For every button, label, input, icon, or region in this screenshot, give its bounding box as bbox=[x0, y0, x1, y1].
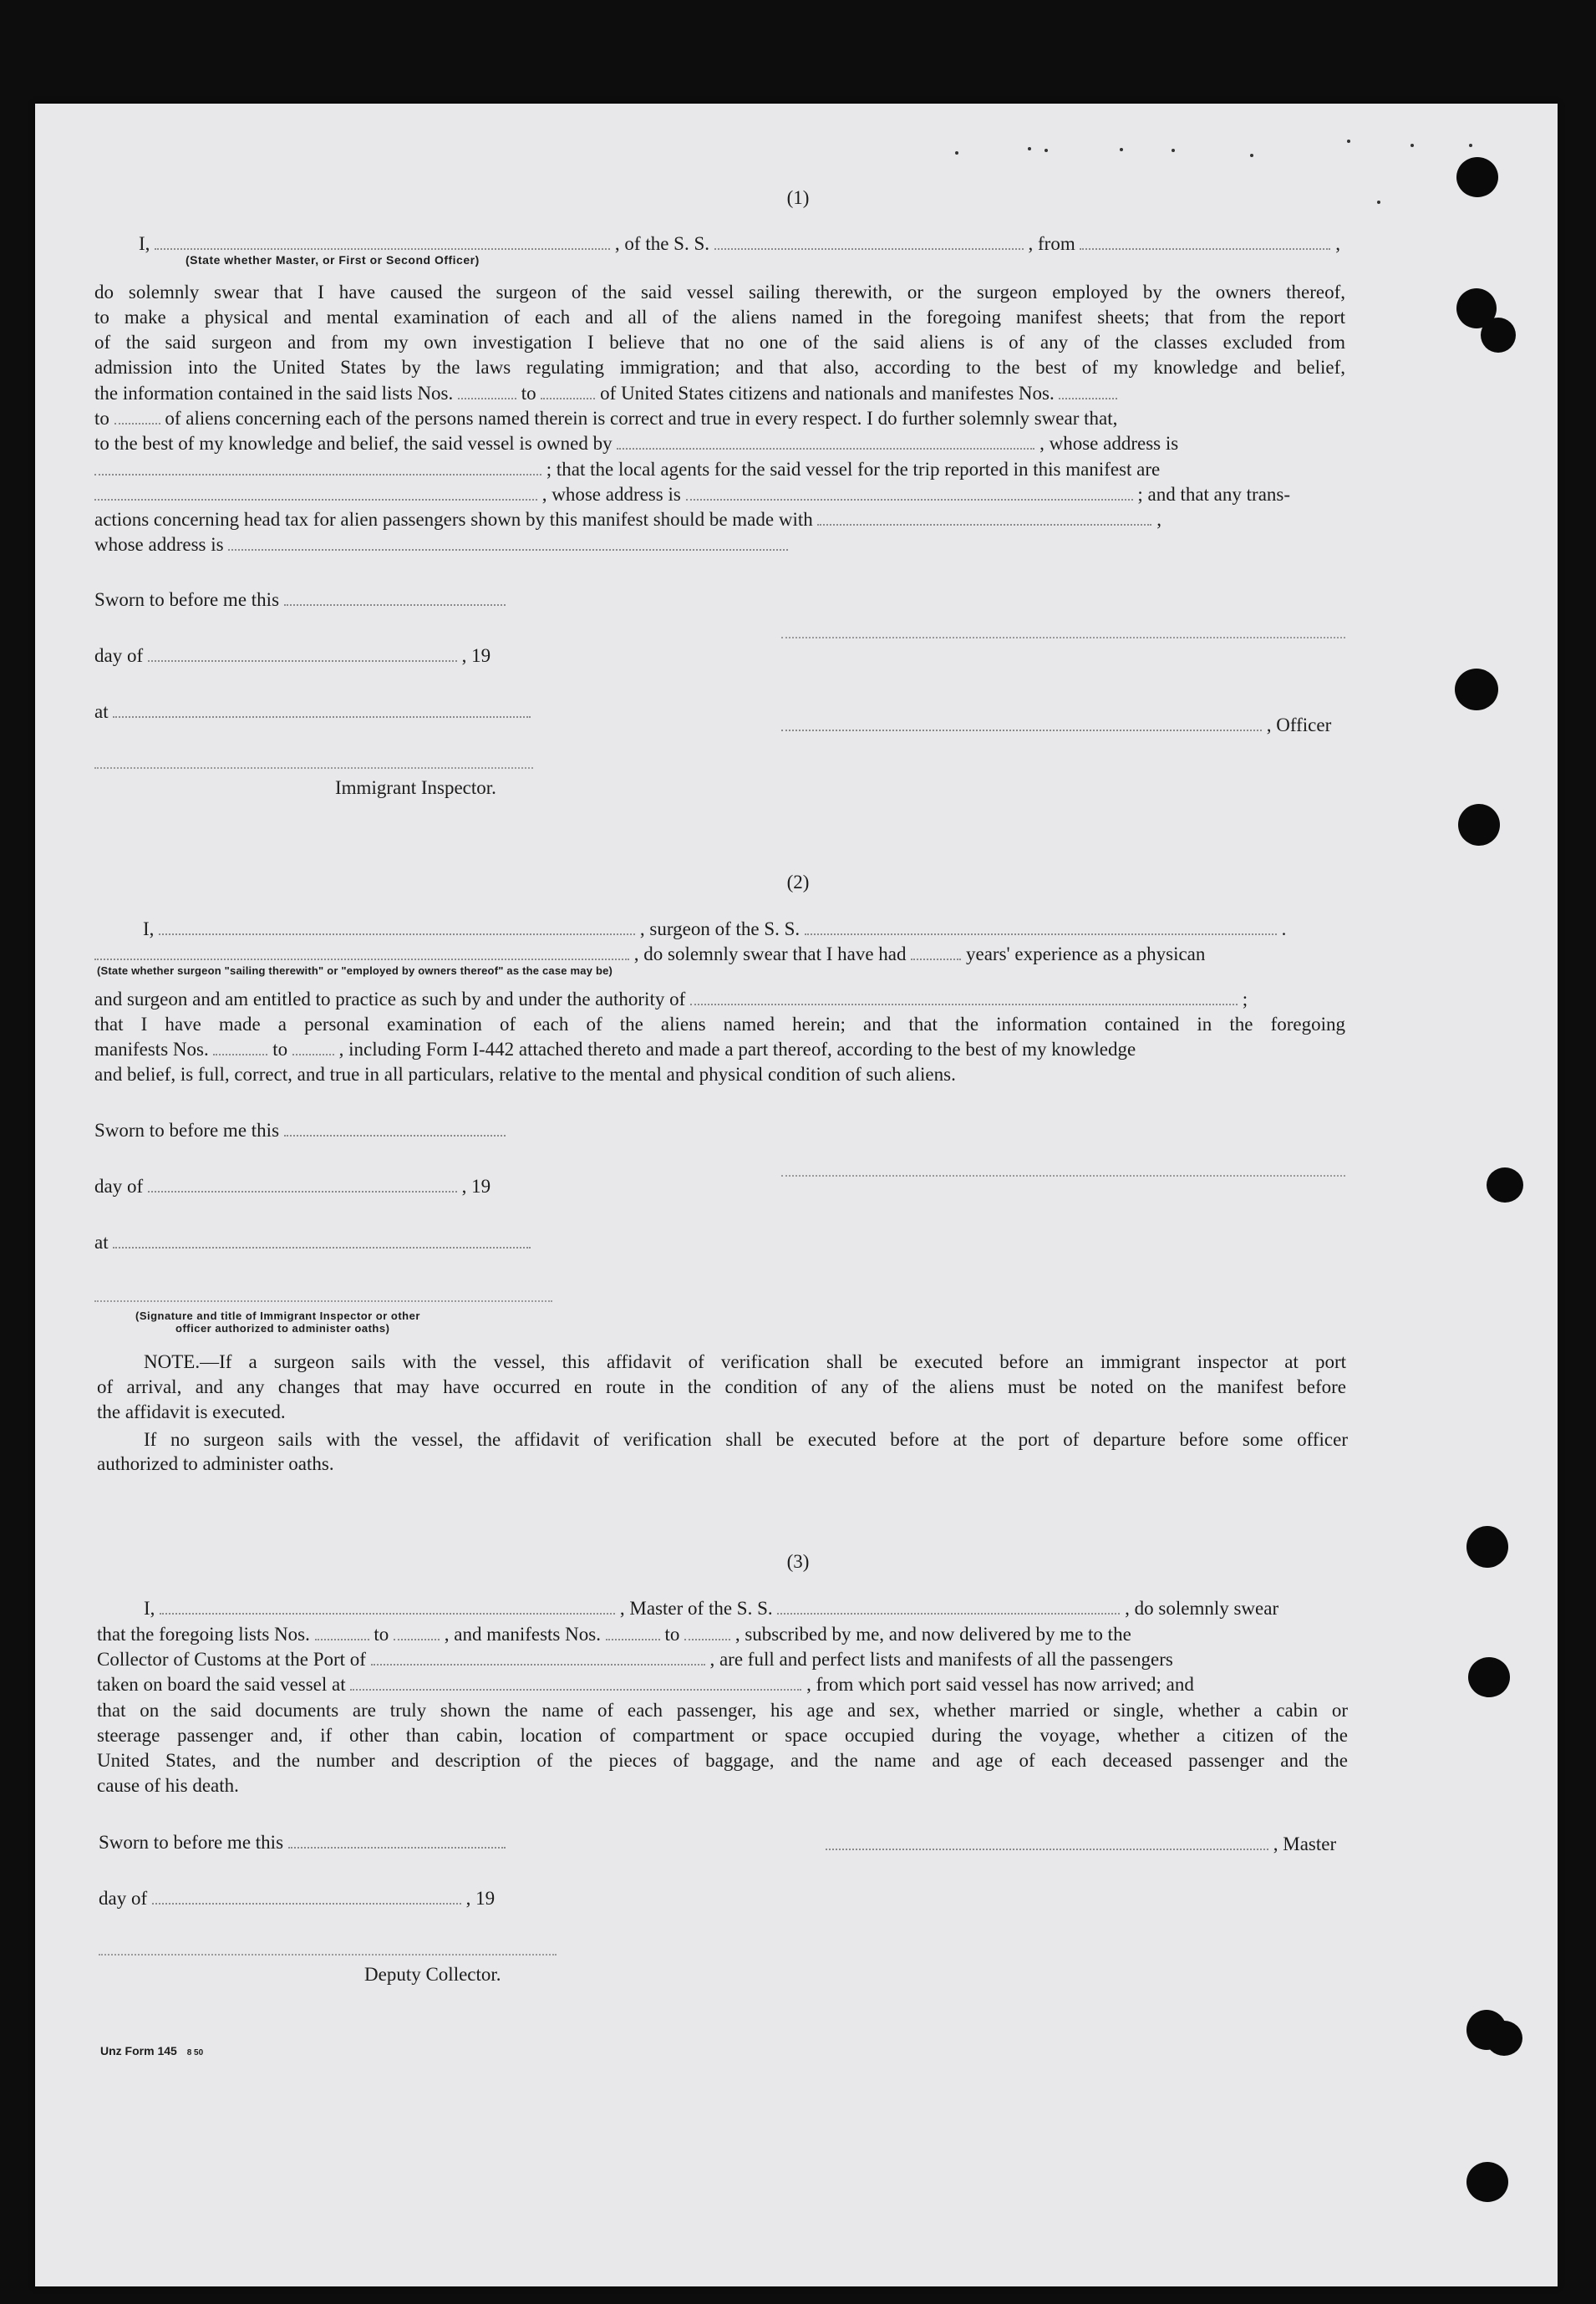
s3-line5: that on the said documents are truly shown the name of each passenger, his age and sex, whether married or single, whether a cabin or bbox=[97, 1700, 1348, 1721]
s3-day-of: day of , 19 bbox=[99, 1888, 496, 1909]
s3-line2: that the foregoing lists Nos. to , and manifests Nos. to , subscribed by me, and now delivered by me to the bbox=[97, 1624, 1131, 1645]
port-of-field[interactable] bbox=[371, 1649, 705, 1666]
punch-hole bbox=[1458, 804, 1500, 846]
s1-line4: of the said surgeon and from my own investigation I believe that no one of the said aliens is of any of the classes excluded from bbox=[94, 332, 1345, 353]
sig-hint-1: (Signature and title of Immigrant Inspector or other bbox=[135, 1310, 420, 1322]
lists-to-field[interactable] bbox=[541, 383, 595, 399]
s2-manifests-from-field[interactable] bbox=[213, 1039, 267, 1055]
s3-vessel-name-field[interactable] bbox=[777, 1598, 1120, 1615]
s2-at: at bbox=[94, 1230, 531, 1255]
s2-line1: I, , surgeon of the S. S. . bbox=[143, 918, 1287, 939]
head-tax-contact-field[interactable] bbox=[817, 509, 1151, 526]
s1-day-of: day of , 19 bbox=[94, 645, 491, 666]
s2-line2: , do solemnly swear that I have had years' experience as a physican bbox=[94, 942, 1205, 967]
note2-line2: authorized to administer oaths. bbox=[97, 1453, 334, 1474]
s3-master-line: , Master bbox=[826, 1832, 1336, 1857]
s2-day-field[interactable] bbox=[148, 1176, 457, 1193]
s3-collector-signature-line[interactable] bbox=[99, 1954, 557, 1956]
surgeon-name-field[interactable] bbox=[159, 918, 635, 935]
manifests-to-field[interactable] bbox=[114, 408, 160, 425]
surgeon-hint: (State whether surgeon "sailing therewith" or "employed by owners thereof" as the case may be) bbox=[97, 964, 613, 977]
s1-officer-line: , Officer bbox=[781, 713, 1331, 738]
vessel-name-field[interactable] bbox=[714, 233, 1024, 250]
s3-line8: cause of his death. bbox=[97, 1775, 239, 1796]
punch-hole bbox=[1466, 2162, 1508, 2202]
section-3-number: (3) bbox=[786, 1551, 810, 1572]
s2-sworn-date-field[interactable] bbox=[284, 1120, 506, 1137]
punch-hole bbox=[1487, 1167, 1523, 1203]
boarding-port-field[interactable] bbox=[350, 1674, 801, 1691]
s3-line6: steerage passenger and, if other than cabin, location of compartment or space occupied during the voyage, whether a citizen of the bbox=[97, 1725, 1348, 1746]
note1-line2: of arrival, and any changes that may have occurred en route in the condition of any of the aliens must be noted on the manifest before bbox=[97, 1376, 1346, 1397]
punch-hole bbox=[1468, 1657, 1510, 1697]
s2-surgeon-signature-line[interactable] bbox=[781, 1175, 1345, 1177]
punch-hole bbox=[1481, 318, 1516, 353]
s3-lists-to-field[interactable] bbox=[394, 1624, 440, 1640]
vessel-owner-field[interactable] bbox=[617, 433, 1034, 450]
s3-day-field[interactable] bbox=[152, 1888, 461, 1905]
punch-hole bbox=[1455, 669, 1498, 710]
s3-line7: United States, and the number and description of the pieces of baggage, and the name and age of each deceased passenger and the bbox=[97, 1750, 1348, 1771]
sig-hint-2: officer authorized to administer oaths) bbox=[175, 1322, 390, 1335]
years-experience-field[interactable] bbox=[911, 943, 961, 960]
s1-line11: actions concerning head tax for alien passengers shown by this manifest should be made with , bbox=[94, 509, 1161, 530]
s3-line3: Collector of Customs at the Port of , are full and perfect lists and manifests of all the passengers bbox=[97, 1649, 1173, 1670]
s1-line2: do solemnly swear that I have caused the surgeon of the said vessel sailing therewith, or the surgeon employed by the owners thereof, bbox=[94, 282, 1345, 303]
s1-line8: to the best of my knowledge and belief, the said vessel is owned by , whose address is bbox=[94, 433, 1179, 454]
s3-manifests-from-field[interactable] bbox=[606, 1624, 660, 1640]
section-2-number: (2) bbox=[786, 872, 810, 893]
s2-line6: and belief, is full, correct, and true in all particulars, relative to the mental and physical condition of such aliens. bbox=[94, 1064, 956, 1085]
head-tax-address-field[interactable] bbox=[228, 534, 788, 551]
s2-line5: manifests Nos. to , including Form I-442 attached thereto and made a part thereof, according to the best of my knowledge bbox=[94, 1039, 1136, 1060]
section-1-number: (1) bbox=[786, 187, 810, 208]
s2-sworn: Sworn to before me this bbox=[94, 1118, 506, 1143]
manifests-from-field[interactable] bbox=[1059, 383, 1117, 399]
s3-manifests-to-field[interactable] bbox=[684, 1624, 730, 1640]
s1-day-field[interactable] bbox=[148, 645, 457, 662]
s1-inspector-label: Immigrant Inspector. bbox=[335, 777, 496, 798]
s1-line9: ; that the local agents for the said vessel for the trip reported in this manifest are bbox=[94, 457, 1160, 482]
s2-at-place-field[interactable] bbox=[113, 1232, 531, 1249]
s2-line4: that I have made a personal examination of each of the aliens named herein; and that the information contained in the foregoing bbox=[94, 1014, 1345, 1035]
s3-sworn: Sworn to before me this bbox=[99, 1830, 506, 1855]
s3-master-signature-field[interactable] bbox=[826, 1834, 1268, 1850]
footer-form-id: Unz Form 145 8 50 bbox=[100, 2044, 204, 2057]
s2-vessel-name-field[interactable] bbox=[805, 918, 1277, 935]
master-name-field[interactable] bbox=[160, 1598, 615, 1615]
s1-sworn: Sworn to before me this bbox=[94, 587, 506, 613]
officer-name-field[interactable] bbox=[155, 233, 610, 250]
from-port-field[interactable] bbox=[1080, 233, 1330, 250]
owner-address-field[interactable] bbox=[94, 459, 541, 476]
s2-manifests-to-field[interactable] bbox=[292, 1039, 334, 1055]
punch-hole bbox=[1486, 2021, 1522, 2056]
s1-sworn-date-field[interactable] bbox=[284, 589, 506, 606]
s3-lists-from-field[interactable] bbox=[315, 1624, 369, 1640]
note1-line1: NOTE.—If a surgeon sails with the vessel, this affidavit of verification shall be executed before an immigrant inspector at port bbox=[144, 1351, 1346, 1372]
s1-line10: , whose address is ; and that any trans- bbox=[94, 482, 1290, 507]
s1-inspector-signature-line[interactable] bbox=[94, 767, 533, 769]
note1-line3: the affidavit is executed. bbox=[97, 1401, 286, 1422]
s3-line4: taken on board the said vessel at , from which port said vessel has now arrived; and bbox=[97, 1674, 1194, 1695]
officer-hint: (State whether Master, or First or Second Officer) bbox=[186, 253, 480, 267]
s3-line1: I, , Master of the S. S. , do solemnly swear bbox=[144, 1598, 1279, 1619]
s1-line7: to of aliens concerning each of the persons named therein is correct and true in every respect. I do further solemnly swear that, bbox=[94, 408, 1118, 429]
s2-day-of: day of , 19 bbox=[94, 1176, 491, 1197]
note2-line1: If no surgeon sails with the vessel, the affidavit of verification shall be executed before at the port of departure before some officer bbox=[144, 1429, 1348, 1450]
agents-address-field[interactable] bbox=[686, 484, 1133, 501]
practice-authority-field[interactable] bbox=[690, 989, 1238, 1005]
s1-officer-signature-line[interactable] bbox=[781, 637, 1345, 638]
s2-inspector-signature-line[interactable] bbox=[94, 1300, 552, 1302]
s1-line12: whose address is bbox=[94, 532, 788, 557]
local-agents-field[interactable] bbox=[94, 484, 537, 501]
lists-from-field[interactable] bbox=[458, 383, 516, 399]
s1-line3: to make a physical and mental examination of each and all of the aliens named in the foregoing manifest sheets; that from the report bbox=[94, 307, 1345, 328]
s2-line3: and surgeon and am entitled to practice as such by and under the authority of ; bbox=[94, 989, 1248, 1010]
s3-collector-label: Deputy Collector. bbox=[364, 1964, 501, 1985]
s3-sworn-date-field[interactable] bbox=[288, 1832, 506, 1849]
s1-at: at bbox=[94, 699, 531, 725]
s1-line1: I, , of the S. S. , from , bbox=[139, 233, 1340, 254]
surgeon-type-field[interactable] bbox=[94, 943, 629, 960]
s1-line6: the information contained in the said lists Nos. to of United States citizens and nationals and manifestes Nos. bbox=[94, 381, 1117, 406]
s1-officer-signature-field[interactable] bbox=[781, 715, 1262, 731]
s1-at-place-field[interactable] bbox=[113, 701, 531, 718]
s1-line5: admission into the United States by the laws regulating immigration; and that also, according to the best of my knowledge and belief, bbox=[94, 357, 1345, 378]
